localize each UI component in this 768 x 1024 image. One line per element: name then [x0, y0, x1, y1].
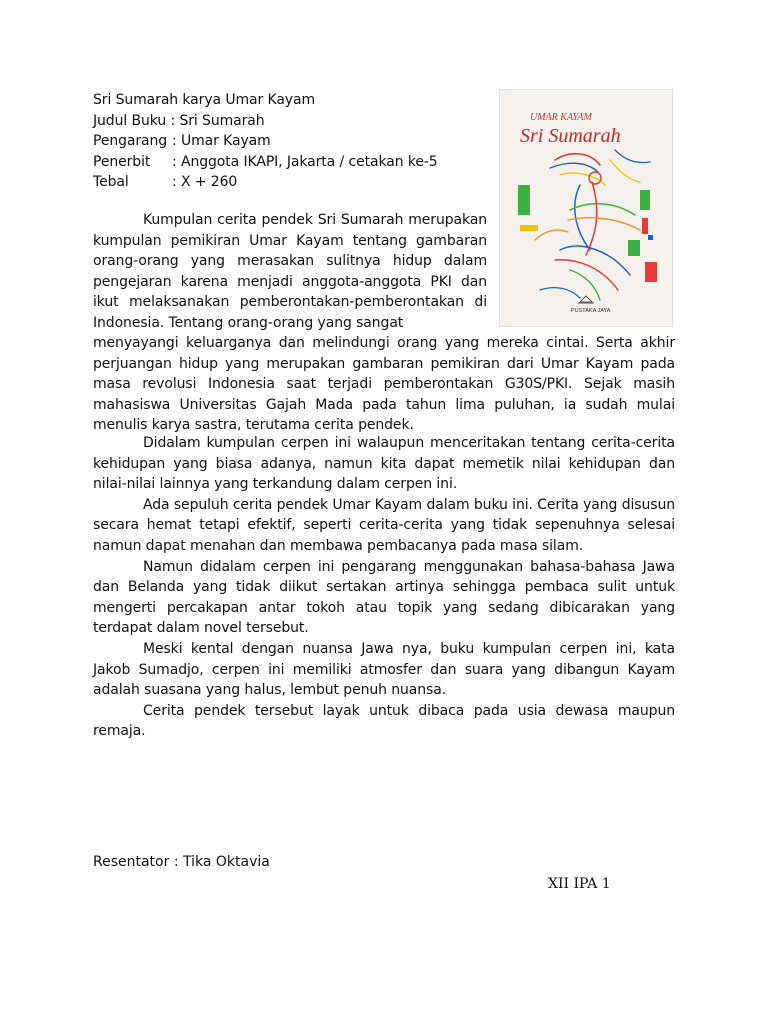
- cover-title: Sri Sumarah: [520, 125, 621, 147]
- tebal-value: : X + 260: [172, 174, 238, 190]
- paragraph-5: Meski kental dengan nuansa Jawa nya, buku kumpulan cerpen ini, kata Jakob Sumadjo, cerpen ini memiliki atmosfer dan suara yang dibangun Kayam adalah suasana yang halus, lembut penuh nuansa.: [93, 640, 675, 699]
- blue-square: [648, 235, 653, 240]
- pengarang-label: Pengarang: [93, 133, 168, 149]
- reviewer-name: Resentator : Tika Oktavia: [93, 854, 270, 870]
- review-body: [93, 433, 675, 742]
- paragraph-3: Ada sepuluh cerita pendek Umar Kayam dalam buku ini. Cerita yang disusun secara hemat tetapi efektif, seperti cerita-cerita yang tidak sepenuhnya selesai namun dapat menahan dan membawa pembacanya pada masa silam.: [93, 496, 675, 554]
- book-cover-illustration: [500, 90, 672, 326]
- judul-row: [93, 111, 438, 132]
- green-block-left: [518, 185, 530, 215]
- cover-publisher: PUSTAKA JAYA: [571, 308, 611, 314]
- green-block-right: [640, 190, 650, 210]
- red-block-bottom: [645, 262, 657, 282]
- red-block-right: [642, 218, 648, 234]
- green-block-mid: [628, 240, 640, 256]
- publisher-logo-icon: [578, 296, 594, 303]
- paragraph-1-bottom: [93, 333, 675, 436]
- class-label: XII IPA 1: [548, 876, 611, 892]
- penerbit-row: [93, 152, 438, 173]
- dancer-illustration: [535, 150, 650, 300]
- penerbit-value: : Anggota IKAPI, Jakarta / cetakan ke-5: [172, 153, 438, 170]
- cover-author: UMAR KAYAM: [530, 112, 592, 123]
- pengarang-value: : Umar Kayam: [172, 133, 271, 149]
- paragraph-1-top-text: Kumpulan cerita pendek Sri Sumarah merupakan kumpulan pemikiran Umar Kayam tentang gambaran orang-orang yang merasakan sulitnya hidup dalam pengejaran karena menjadi anggota-anggota PKI dan ikut melaksanakan pemberontakan-pemberontakan di Indonesia. Tentang orang-orang yang sangat: [93, 212, 487, 331]
- judul-value: : Sri Sumarah: [170, 112, 265, 129]
- paragraph-4: Namun didalam cerpen ini pengarang menggunakan bahasa-bahasa Jawa dan Belanda yang tidak diikut sertakan artinya sehingga pembaca sulit untuk mengerti percakapan antar tokoh atau topik yang sedang dibicarakan yang terdapat dalam novel tersebut.: [93, 558, 675, 637]
- pengarang-row: [93, 131, 438, 152]
- judul-label: Judul Buku: [93, 112, 167, 129]
- book-info: [93, 90, 438, 193]
- yellow-block: [520, 225, 538, 231]
- paragraph-6: Cerita pendek tersebut layak untuk dibaca pada usia dewasa maupun remaja.: [93, 702, 675, 740]
- paragraph-2: Didalam kumpulan cerpen ini walaupun menceritakan tentang cerita-cerita kehidupan yang biasa adanya, namun kita dapat memetik nilai kehidupan dan nilai-nilai lainnya yang terkandung dalam cerpen ini.: [93, 435, 675, 493]
- penerbit-label: Penerbit: [93, 153, 151, 170]
- review-title: Sri Sumarah karya Umar Kayam: [93, 92, 316, 108]
- tebal-row: [93, 172, 438, 193]
- paragraph-1-top: [93, 210, 487, 334]
- book-cover-image: [500, 90, 672, 326]
- tebal-label: Tebal: [93, 174, 129, 190]
- paragraph-1-bottom-text: menyayangi keluarganya dan melindungi orang yang mereka cintai. Serta akhir perjuangan hidup yang merupakan gambaran pemikiran dari Umar Kayam pada masa revolusi Indonesia saat terjadi pemberontakan G30S/PKI. Sejak masih mahasiswa Universitas Gajah Mada pada tahun lima puluhan, ia sudah mulai menulis karya sastra, terutama cerita pendek.: [93, 335, 675, 434]
